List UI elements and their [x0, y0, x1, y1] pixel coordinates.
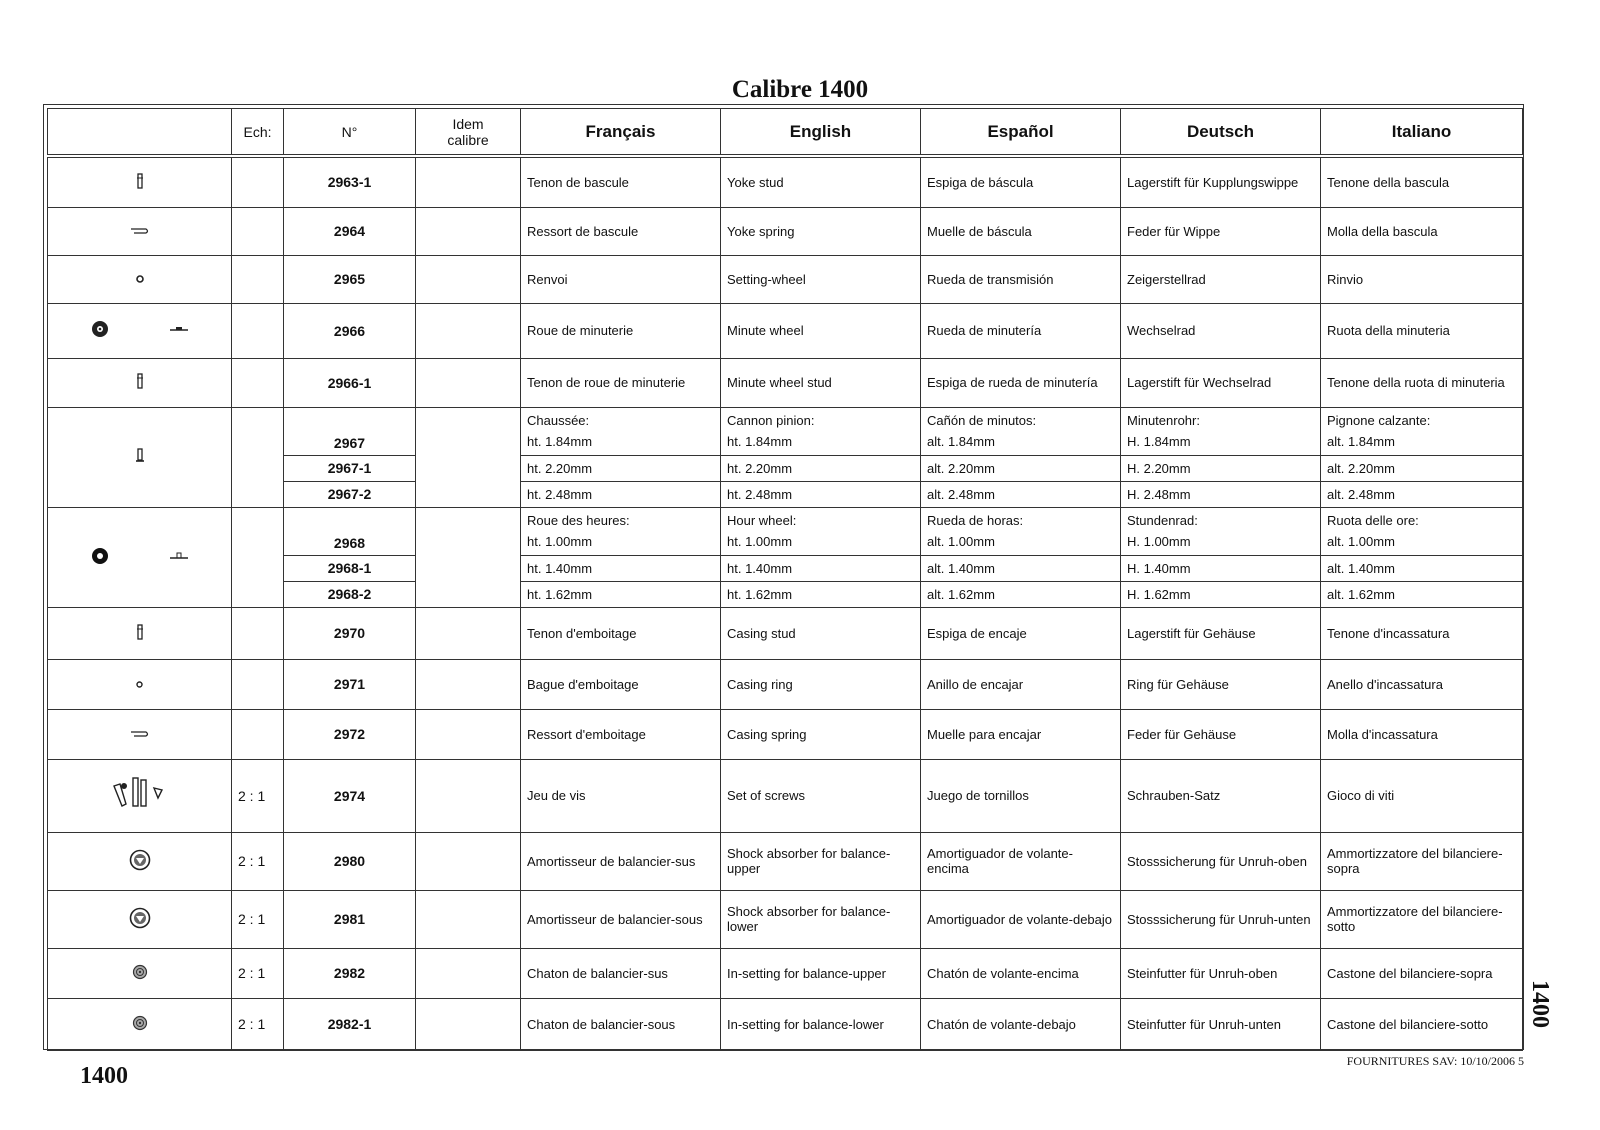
table-row — [48, 759, 1523, 832]
desc-fr: Bague d'emboitage — [521, 659, 721, 709]
part-image — [48, 890, 232, 948]
desc-fr — [521, 507, 721, 555]
desc-it — [1321, 407, 1523, 455]
table-row — [48, 507, 1523, 555]
table-row — [48, 207, 1523, 255]
scale-cell: 2 : 1 — [232, 998, 284, 1050]
header-francais: Français — [521, 109, 721, 157]
scale-cell — [232, 207, 284, 255]
idem-calibre-cell — [416, 207, 521, 255]
desc-de — [1121, 507, 1321, 555]
idem-calibre-cell — [416, 709, 521, 759]
page-label: 1400 — [80, 1063, 128, 1089]
part-image — [48, 207, 232, 255]
desc-es: alt. 1.62mm — [921, 581, 1121, 607]
desc-fr: Ressort d'emboitage — [521, 709, 721, 759]
part-number: 2970 — [284, 607, 416, 659]
table-row — [48, 832, 1523, 890]
idem-calibre-cell — [416, 407, 521, 507]
desc-es: Muelle de báscula — [921, 207, 1121, 255]
desc-de: Lagerstift für Wechselrad — [1121, 358, 1321, 407]
part-number: 2981 — [284, 890, 416, 948]
desc-de: H. 1.40mm — [1121, 555, 1321, 581]
desc-it: Molla della bascula — [1321, 207, 1523, 255]
desc-es: alt. 1.40mm — [921, 555, 1121, 581]
desc-de: Feder für Wippe — [1121, 207, 1321, 255]
desc-es: Chatón de volante-encima — [921, 948, 1121, 998]
scale-cell — [232, 156, 284, 207]
desc-de: Lagerstift für Kupplungswippe — [1121, 156, 1321, 207]
scale-cell — [232, 607, 284, 659]
header-row — [48, 109, 1523, 157]
desc-en: ht. 1.40mm — [721, 555, 921, 581]
part-number: 2964 — [284, 207, 416, 255]
jewel-setting-part-icon — [132, 1019, 148, 1034]
group-size: ht. 1.84mm — [527, 434, 593, 449]
idem-calibre-cell — [416, 890, 521, 948]
desc-de: H. 1.62mm — [1121, 581, 1321, 607]
desc-it: alt. 1.40mm — [1321, 555, 1523, 581]
header-image — [48, 109, 232, 157]
header-idem-line1: Idem — [452, 115, 484, 132]
part-image — [48, 156, 232, 207]
desc-es: Rueda de minutería — [921, 303, 1121, 358]
desc-de: Wechselrad — [1121, 303, 1321, 358]
header-num: N° — [284, 109, 416, 157]
desc-en: Set of screws — [721, 759, 921, 832]
part-image — [48, 255, 232, 303]
table-row — [48, 156, 1523, 207]
desc-fr: ht. 1.40mm — [521, 555, 721, 581]
desc-es: alt. 2.48mm — [921, 481, 1121, 507]
desc-it: Anello d'incassatura — [1321, 659, 1523, 709]
group-size: ht. 1.00mm — [727, 534, 793, 549]
desc-it: Ammortizzatore del bilanciere-sopra — [1321, 832, 1523, 890]
document-info: FOURNITURES SAV: 10/10/2006 5 — [1346, 1054, 1524, 1068]
part-number: 2965 — [284, 255, 416, 303]
desc-es: Anillo de encajar — [921, 659, 1121, 709]
table-row — [48, 659, 1523, 709]
desc-de: H. 2.48mm — [1121, 481, 1321, 507]
desc-fr: Jeu de vis — [521, 759, 721, 832]
desc-es: Espiga de encaje — [921, 607, 1121, 659]
desc-en: Minute wheel — [721, 303, 921, 358]
group-heading: Roue des heures: — [527, 513, 630, 528]
desc-en: In-setting for balance-lower — [721, 998, 921, 1050]
spring-part-icon — [130, 224, 150, 239]
shock-absorber-part-icon — [129, 859, 151, 874]
group-heading: Cannon pinion: — [727, 413, 815, 428]
desc-en: Yoke spring — [721, 207, 921, 255]
shock-absorber-part-icon — [129, 917, 151, 932]
part-image — [48, 948, 232, 998]
desc-de: Ring für Gehäuse — [1121, 659, 1321, 709]
desc-it: alt. 2.48mm — [1321, 481, 1523, 507]
desc-it: Molla d'incassatura — [1321, 709, 1523, 759]
idem-calibre-cell — [416, 832, 521, 890]
desc-es: Rueda de transmisión — [921, 255, 1121, 303]
group-size: alt. 1.00mm — [1327, 534, 1395, 549]
part-number: 2980 — [284, 832, 416, 890]
desc-es: Espiga de rueda de minutería — [921, 358, 1121, 407]
part-number: 2968 — [284, 507, 416, 555]
desc-en: Shock absorber for balance-upper — [721, 832, 921, 890]
hour-wheel-part-icon — [91, 553, 189, 568]
desc-fr: Chaton de balancier-sus — [521, 948, 721, 998]
desc-es: Muelle para encajar — [921, 709, 1121, 759]
header-idem — [416, 109, 521, 157]
desc-en: In-setting for balance-upper — [721, 948, 921, 998]
spring-part-icon — [130, 727, 150, 742]
group-size: H. 1.84mm — [1127, 434, 1191, 449]
desc-en — [721, 407, 921, 455]
desc-es: alt. 2.20mm — [921, 455, 1121, 481]
group-heading: Chaussée: — [527, 413, 590, 428]
table-row — [48, 255, 1523, 303]
desc-es: Chatón de volante-debajo — [921, 998, 1121, 1050]
part-image — [48, 507, 232, 607]
desc-de: Steinfutter für Unruh-oben — [1121, 948, 1321, 998]
desc-fr: Tenon de bascule — [521, 156, 721, 207]
scale-cell: 2 : 1 — [232, 890, 284, 948]
desc-fr: ht. 2.48mm — [521, 481, 721, 507]
group-size: H. 1.00mm — [1127, 534, 1191, 549]
part-number: 2963-1 — [284, 156, 416, 207]
desc-fr: ht. 2.20mm — [521, 455, 721, 481]
page-title: Calibre 1400 — [731, 76, 869, 103]
scale-cell — [232, 407, 284, 507]
part-image — [48, 659, 232, 709]
idem-calibre-cell — [416, 948, 521, 998]
desc-it: Castone del bilanciere-sopra — [1321, 948, 1523, 998]
scale-cell — [232, 358, 284, 407]
idem-calibre-cell — [416, 659, 521, 709]
jewel-setting-part-icon — [132, 968, 148, 983]
stud-part-icon — [135, 628, 145, 643]
group-size: ht. 1.00mm — [527, 534, 593, 549]
group-heading: Cañón de minutos: — [927, 413, 1037, 428]
desc-es — [921, 407, 1121, 455]
part-number: 2972 — [284, 709, 416, 759]
desc-it: Castone del bilanciere-sotto — [1321, 998, 1523, 1050]
header-idem-line2: calibre — [447, 131, 489, 148]
idem-calibre-cell — [416, 507, 521, 607]
group-heading: Hour wheel: — [727, 513, 797, 528]
part-image — [48, 832, 232, 890]
desc-es: Amortiguador de volante-encima — [921, 832, 1121, 890]
part-number: 2982 — [284, 948, 416, 998]
part-image — [48, 607, 232, 659]
desc-es: Espiga de báscula — [921, 156, 1121, 207]
desc-en: ht. 2.48mm — [721, 481, 921, 507]
desc-fr: Chaton de balancier-sous — [521, 998, 721, 1050]
desc-de: Stosssicherung für Unruh-oben — [1121, 832, 1321, 890]
table-row — [48, 607, 1523, 659]
desc-en: ht. 2.20mm — [721, 455, 921, 481]
wheel-part-icon — [135, 272, 145, 287]
scale-cell — [232, 659, 284, 709]
group-heading: Pignone calzante: — [1327, 413, 1431, 428]
header-espanol: Español — [921, 109, 1121, 157]
desc-de: Lagerstift für Gehäuse — [1121, 607, 1321, 659]
part-number: 2967 — [284, 407, 416, 455]
group-size: alt. 1.84mm — [1327, 434, 1395, 449]
group-size: ht. 1.84mm — [727, 434, 793, 449]
idem-calibre-cell — [416, 156, 521, 207]
part-number: 2974 — [284, 759, 416, 832]
desc-es: Amortiguador de volante-debajo — [921, 890, 1121, 948]
desc-de: H. 2.20mm — [1121, 455, 1321, 481]
side-page-label: 1400 — [1527, 980, 1553, 1028]
desc-en: Minute wheel stud — [721, 358, 921, 407]
desc-en: ht. 1.62mm — [721, 581, 921, 607]
table-row — [48, 358, 1523, 407]
desc-it: Rinvio — [1321, 255, 1523, 303]
desc-fr: Amortisseur de balancier-sus — [521, 832, 721, 890]
idem-calibre-cell — [416, 358, 521, 407]
desc-fr: Renvoi — [521, 255, 721, 303]
desc-fr: Tenon d'emboitage — [521, 607, 721, 659]
part-number: 2968-2 — [284, 581, 416, 607]
idem-calibre-cell — [416, 607, 521, 659]
scale-cell: 2 : 1 — [232, 832, 284, 890]
group-size: alt. 1.84mm — [927, 434, 995, 449]
stud-part-icon — [135, 177, 145, 192]
part-image — [48, 303, 232, 358]
header-ech: Ech: — [232, 109, 284, 157]
ring-part-icon — [135, 677, 144, 692]
desc-en: Casing spring — [721, 709, 921, 759]
table-row — [48, 303, 1523, 358]
desc-fr: Ressort de bascule — [521, 207, 721, 255]
desc-it: Gioco di viti — [1321, 759, 1523, 832]
part-number: 2971 — [284, 659, 416, 709]
header-deutsch: Deutsch — [1121, 109, 1321, 157]
desc-it: Ammortizzatore del bilanciere-sotto — [1321, 890, 1523, 948]
desc-it: Ruota della minuteria — [1321, 303, 1523, 358]
part-number: 2966 — [284, 303, 416, 358]
stud-part-icon — [135, 377, 145, 392]
desc-es: Juego de tornillos — [921, 759, 1121, 832]
pinion-part-icon — [135, 452, 145, 467]
part-number: 2966-1 — [284, 358, 416, 407]
desc-it: Tenone d'incassatura — [1321, 607, 1523, 659]
desc-de: Steinfutter für Unruh-unten — [1121, 998, 1321, 1050]
group-heading: Rueda de horas: — [927, 513, 1024, 528]
desc-de — [1121, 407, 1321, 455]
desc-it: Tenone della bascula — [1321, 156, 1523, 207]
part-image — [48, 407, 232, 507]
desc-fr: Tenon de roue de minuterie — [521, 358, 721, 407]
desc-it: alt. 1.62mm — [1321, 581, 1523, 607]
scale-cell: 2 : 1 — [232, 759, 284, 832]
group-size: alt. 1.00mm — [927, 534, 995, 549]
desc-it: Tenone della ruota di minuteria — [1321, 358, 1523, 407]
part-image — [48, 358, 232, 407]
part-image — [48, 759, 232, 832]
desc-en: Shock absorber for balance-lower — [721, 890, 921, 948]
idem-calibre-cell — [416, 255, 521, 303]
part-image — [48, 709, 232, 759]
scale-cell — [232, 709, 284, 759]
desc-fr — [521, 407, 721, 455]
table-row — [48, 998, 1523, 1050]
parts-table — [47, 108, 1523, 1051]
desc-en — [721, 507, 921, 555]
screws-part-icon — [110, 800, 170, 815]
header-italiano: Italiano — [1321, 109, 1523, 157]
desc-es — [921, 507, 1121, 555]
scale-cell — [232, 303, 284, 358]
group-heading: Stundenrad: — [1127, 513, 1198, 528]
part-number: 2982-1 — [284, 998, 416, 1050]
desc-de: Stosssicherung für Unruh-unten — [1121, 890, 1321, 948]
idem-calibre-cell — [416, 759, 521, 832]
desc-de: Schrauben-Satz — [1121, 759, 1321, 832]
table-row — [48, 407, 1523, 455]
desc-it — [1321, 507, 1523, 555]
desc-fr: ht. 1.62mm — [521, 581, 721, 607]
scale-cell — [232, 255, 284, 303]
group-heading: Ruota delle ore: — [1327, 513, 1419, 528]
part-number: 2968-1 — [284, 555, 416, 581]
desc-en: Setting-wheel — [721, 255, 921, 303]
desc-en: Casing ring — [721, 659, 921, 709]
part-number: 2967-1 — [284, 455, 416, 481]
idem-calibre-cell — [416, 303, 521, 358]
desc-de: Zeigerstellrad — [1121, 255, 1321, 303]
header-english: English — [721, 109, 921, 157]
desc-it: alt. 2.20mm — [1321, 455, 1523, 481]
desc-en: Casing stud — [721, 607, 921, 659]
part-image — [48, 998, 232, 1050]
part-number: 2967-2 — [284, 481, 416, 507]
desc-fr: Amortisseur de balancier-sous — [521, 890, 721, 948]
desc-de: Feder für Gehäuse — [1121, 709, 1321, 759]
table-row — [48, 948, 1523, 998]
table-row — [48, 709, 1523, 759]
group-heading: Minutenrohr: — [1127, 413, 1200, 428]
desc-en: Yoke stud — [721, 156, 921, 207]
scale-cell — [232, 507, 284, 607]
desc-fr: Roue de minuterie — [521, 303, 721, 358]
table-row — [48, 890, 1523, 948]
idem-calibre-cell — [416, 998, 521, 1050]
scale-cell: 2 : 1 — [232, 948, 284, 998]
gear-part-icon — [91, 326, 189, 341]
